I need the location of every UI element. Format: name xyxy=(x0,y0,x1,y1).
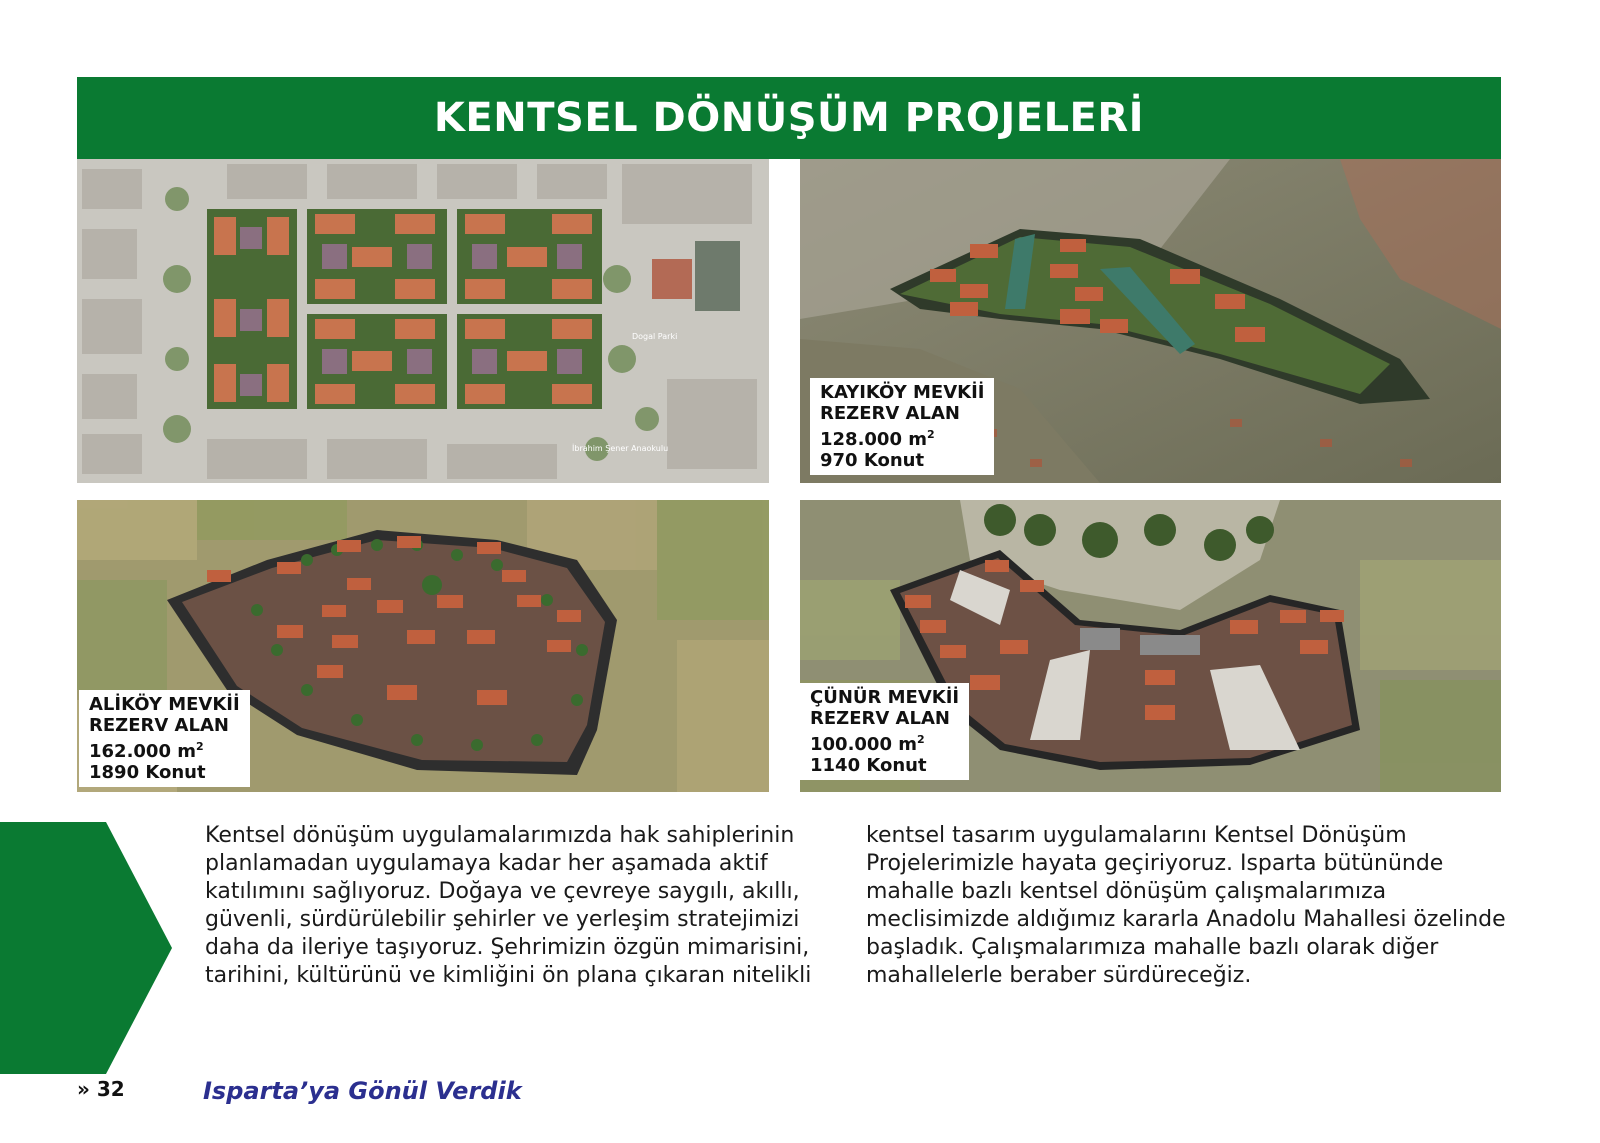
site-type: REZERV ALAN xyxy=(820,403,960,424)
cunur-render-image xyxy=(800,500,1501,792)
alikoy-render-image xyxy=(77,500,769,792)
kayikoy-render-image xyxy=(800,159,1501,483)
kayikoy-info-label xyxy=(810,378,994,475)
site-units: 970 Konut xyxy=(820,450,925,471)
site-type: REZERV ALAN xyxy=(810,708,950,729)
site-area: 128.000 $m^2$ xyxy=(820,428,935,450)
site-area: 162.000 $m^2$ xyxy=(89,740,204,762)
body-text-column-1: Kentsel dönüşüm uygulamalarımızda hak sahiplerinin planlamadan uygulamaya kadar her aşamada aktif katılımını sağlıyoruz. Doğaya ve çevreye saygılı, akıllı, güvenli, sürdürülebilir şehirler ve yerleşim stratejimizi daha da ileriye taşıyoruz. Şehrimizin özgün mimarisini, tarihini, kültürünü ve kimliğini ön plana çıkaran nitelikli xyxy=(205,823,812,988)
site-units: 1890 Konut xyxy=(89,762,206,783)
aerial-site-plan-image xyxy=(77,159,769,483)
body-text-column-2: kentsel tasarım uygulamalarını Kentsel Dönüşüm Projelerimizle hayata geçiriyoruz. Isparta bütününde mahalle bazlı kentsel dönüşüm çalışmalarımıza meclisimizde aldığımız kararla Anadolu Mahallesi özelinde başladık. Çalışmalarımıza mahalle bazlı olarak diğer mahallelerle beraber sürdüreceğiz. xyxy=(866,823,1506,988)
cunur-info-label xyxy=(800,683,969,780)
site-name: ÇÜNÜR MEVKİİ xyxy=(810,687,960,708)
footer-slogan: Isparta’ya Gönül Verdik xyxy=(203,1077,522,1105)
site-name: ALİKÖY MEVKİİ xyxy=(89,694,240,715)
site-area: 100.000 $m^2$ xyxy=(810,733,925,755)
page-header-bar xyxy=(77,77,1501,159)
map-label-school: İbrahim Şener Anaokulu xyxy=(572,444,669,453)
site-name: KAYIKÖY MEVKİİ xyxy=(820,382,985,403)
alikoy-info-label xyxy=(79,690,250,787)
page-number: » 32 xyxy=(77,1077,125,1101)
map-label-park: Dogal Parki xyxy=(632,332,678,341)
green-arrow-decoration xyxy=(0,822,172,1074)
site-type: REZERV ALAN xyxy=(89,715,229,736)
site-units: 1140 Konut xyxy=(810,755,927,776)
page-title: KENTSEL DÖNÜŞÜM PROJELERİ xyxy=(433,95,1145,141)
